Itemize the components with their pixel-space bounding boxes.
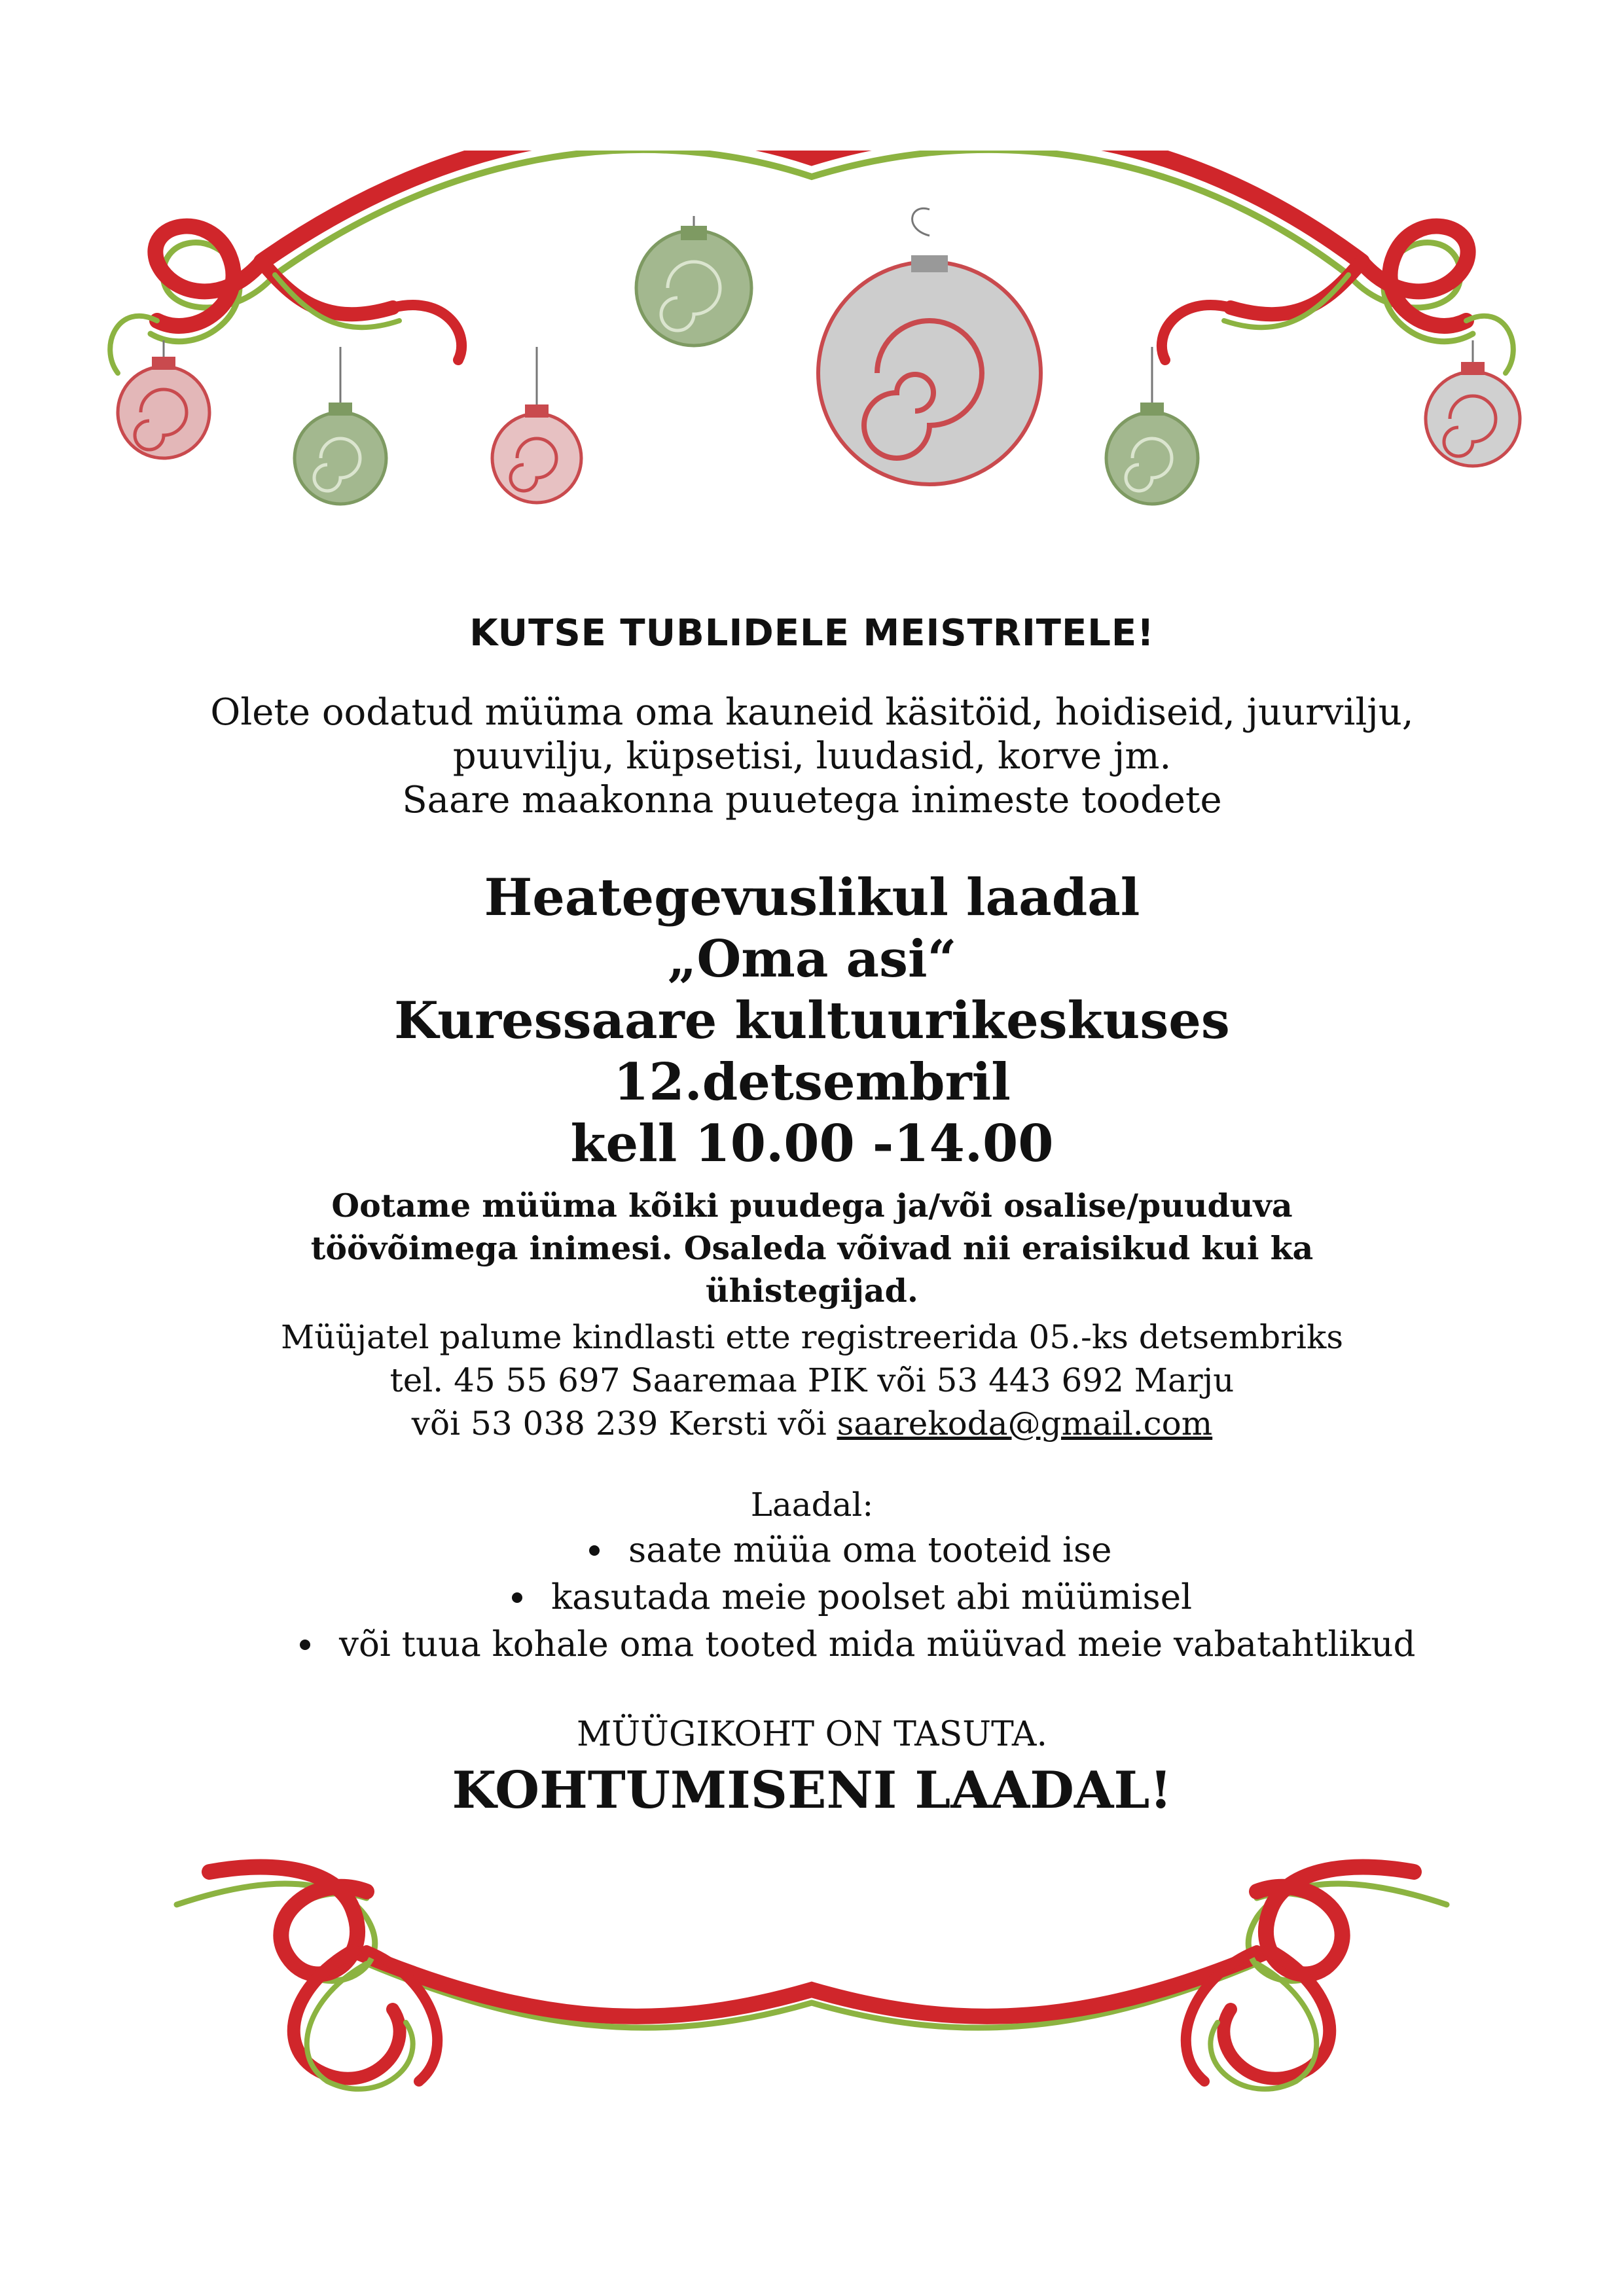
- bullet-item: [589, 1530, 1112, 1570]
- registration-contact: [0, 1402, 1624, 1445]
- bullet-dot-icon: [300, 1640, 310, 1650]
- bullet-dot-icon: [589, 1545, 600, 1556]
- free-spot-note: [0, 1715, 1624, 1754]
- intro-line: puuvilju, küpsetisi, luudasid, korve jm.: [452, 735, 1172, 778]
- registration-info: [0, 1316, 1624, 1445]
- event-details: [0, 867, 1624, 1175]
- bullet-item: [512, 1577, 1192, 1617]
- registration-phones: tel. 45 55 697 Saaremaa PIK või 53 443 692 Marju: [389, 1361, 1235, 1399]
- event-venue: Kuressaare kultuurikeskuses: [394, 991, 1230, 1050]
- ribbon-swirl-border: [0, 1833, 1624, 2114]
- market-label: [0, 1486, 1624, 1524]
- intro-line: Saare maakonna puuetega inimeste toodete: [402, 779, 1222, 821]
- closing-line: KOHTUMISENI LAADAL!: [452, 1761, 1172, 1820]
- notice-line: Ootame müüma kõiki puudega ja/või osalise/puuduva: [331, 1187, 1293, 1225]
- bullet-text: või tuua kohale oma tooted mida müüvad meie vabatahtlikud: [339, 1624, 1416, 1664]
- bullet-text: saate müüa oma tooteid ise: [628, 1530, 1112, 1570]
- intro-paragraph: [0, 691, 1624, 822]
- closing-text: [0, 1761, 1624, 1820]
- heading-text: KUTSE TUBLIDELE MEISTRITELE!: [469, 612, 1155, 655]
- intro-line: Olete oodatud müüma oma kauneid käsitöid, hoidiseid, juurvilju,: [210, 691, 1414, 734]
- notice-line: töövõimega inimesi. Osaleda võivad nii eraisikud kui ka: [310, 1229, 1314, 1267]
- event-date: 12.detsembril: [613, 1052, 1011, 1112]
- registration-line: Müüjatel palume kindlasti ette registreerida 05.-ks detsembriks: [281, 1318, 1343, 1356]
- event-time: kell 10.00 -14.00: [570, 1114, 1054, 1174]
- participation-notice: [0, 1185, 1624, 1312]
- notice-line: ühistegijad.: [706, 1272, 918, 1310]
- event-name: Heategevuslikul laadal: [484, 868, 1140, 927]
- invitation-heading: [0, 612, 1624, 655]
- market-label-text: Laadal:: [750, 1486, 874, 1524]
- bullet-text: kasutada meie poolset abi müümisel: [551, 1577, 1193, 1617]
- event-title: „Oma asi“: [667, 929, 957, 989]
- email-link[interactable]: saarekoda@gmail.com: [837, 1405, 1213, 1443]
- bullet-dot-icon: [512, 1592, 522, 1603]
- free-note-text: MÜÜGIKOHT ON TASUTA.: [576, 1715, 1048, 1754]
- bullet-item: [300, 1624, 1415, 1664]
- ribbon-garland-with-ornaments: [0, 151, 1624, 543]
- registration-contact-prefix: või 53 038 239 Kersti või: [411, 1405, 837, 1443]
